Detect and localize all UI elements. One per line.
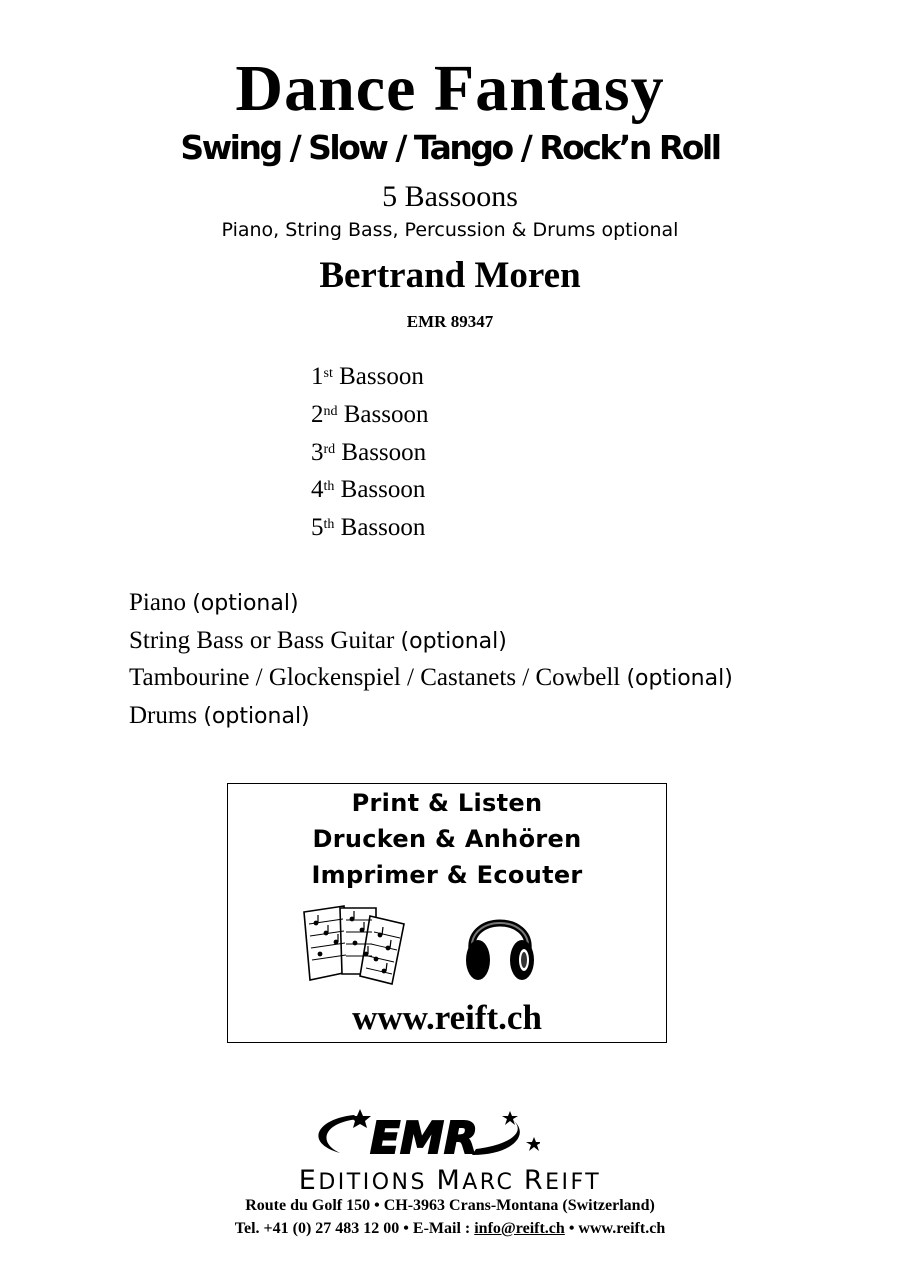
list-item: Piano (optional) <box>129 589 299 616</box>
publisher-name: EDITIONS MARC REIFT <box>298 1165 602 1196</box>
publisher-contact: Tel. +41 (0) 27 483 12 00 • E-Mail : info@reift.ch • www.reift.ch <box>234 1220 666 1237</box>
list-item: 5th Bassoon <box>311 514 426 542</box>
list-item: Drums (optional) <box>129 701 310 729</box>
composer: Bertrand Moren <box>319 255 581 296</box>
website-url[interactable]: www.reift.ch <box>352 998 542 1037</box>
subtitle: Swing / Slow / Tango / Rock’n Roll <box>180 128 720 167</box>
emr-logo-text: EMR <box>370 1113 478 1164</box>
list-item: 1st Bassoon <box>311 363 424 390</box>
publisher-address: Route du Golf 150 • CH-3963 Crans-Montana (Switzerland) <box>245 1197 655 1214</box>
sheet-music-icon <box>300 902 412 986</box>
promo-line-french: Imprimer & Ecouter <box>311 861 583 889</box>
optional-instruments-note: Piano, String Bass, Percussion & Drums optional <box>221 219 679 241</box>
list-item: 4th Bassoon <box>311 476 426 504</box>
title: Dance Fantasy <box>235 52 665 125</box>
headphones-icon <box>462 904 538 984</box>
list-item: Tambourine / Glockenspiel / Castanets / Cowbell (optional) <box>129 664 733 691</box>
optional-parts-list <box>129 588 733 738</box>
emr-logo <box>308 1107 540 1167</box>
parts-list <box>311 362 428 551</box>
list-item: 3rd Bassoon <box>311 438 427 466</box>
scoring: 5 Bassoons <box>382 180 518 213</box>
promo-line-english: Print & Listen <box>351 789 543 817</box>
list-item: 2nd Bassoon <box>311 400 429 428</box>
catalog-number: EMR 89347 <box>406 312 494 331</box>
email-link[interactable]: info@reift.ch <box>474 1220 565 1237</box>
list-item: String Bass or Bass Guitar (optional) <box>129 626 507 654</box>
promo-line-german: Drucken & Anhören <box>312 825 582 853</box>
print-and-listen-box <box>227 783 667 1043</box>
